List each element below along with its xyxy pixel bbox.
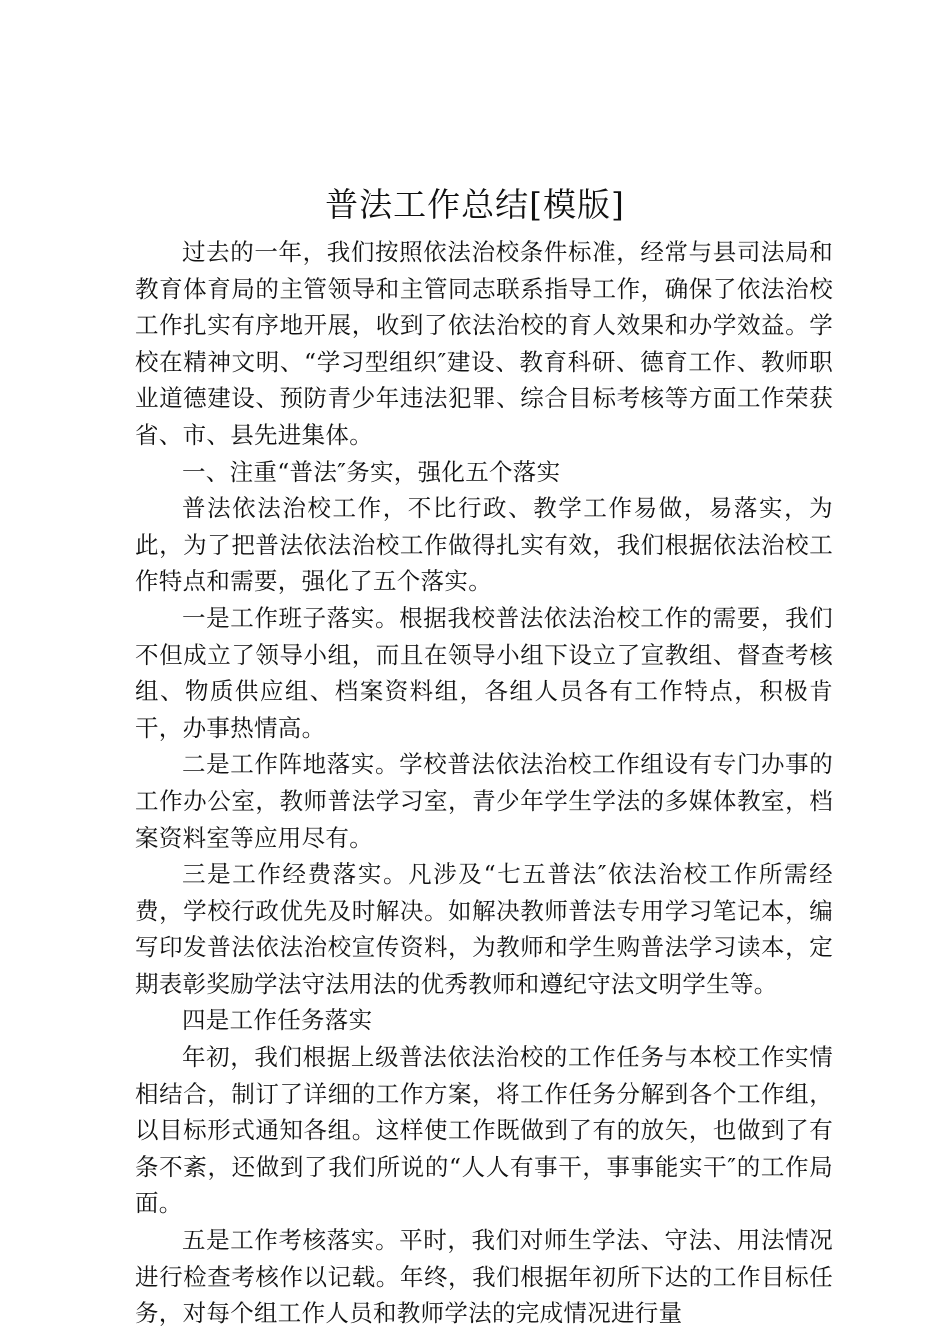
section-heading-1: 一、注重“普法″务实，强化五个落实 <box>182 457 561 486</box>
document-body <box>135 234 833 1332</box>
paragraph: 五是工作考核落实。平时，我们对师生学法、守法、用法情况进行检查考核作以记载。年终，我们根据年初所下达的工作目标任务，对每个组工作人员和教师学法的完成情况进行量 <box>135 1226 833 1328</box>
paragraph: 普法依法治校工作，不比行政、教学工作易做，易落实，为此，为了把普法依法治校工作做得扎实有效，我们根据依法治校工作特点和需要，强化了五个落实。 <box>135 494 833 596</box>
paragraph: 二是工作阵地落实。学校普法依法治校工作组设有专门办事的工作办公室，教师普法学习室，青少年学生学法的多媒体教室，档案资料室等应用尽有。 <box>135 750 833 852</box>
paragraph: 四是工作任务落实 <box>182 1006 373 1035</box>
paragraph-intro: 过去的一年，我们按照依法治校条件标准，经常与县司法局和教育体育局的主管领导和主管同志联系指导工作，确保了依法治校工作扎实有序地开展，收到了依法治校的育人效果和办学效益。学校在精神文明、“学习型组织″建设、教育科研、德育工作、教师职业道德建设、预防青少年违法犯罪、综合目标考核等方面工作荣获省、市、县先进集体。 <box>135 238 833 449</box>
paragraph: 三是工作经费落实。凡涉及“七五普法″依法治校工作所需经费，学校行政优先及时解决。如解决教师普法专用学习笔记本，编写印发普法依法治校宣传资料，为教师和学生购普法学习读本，定期表彰奖励学法守法用法的优秀教师和遵纪守法文明学生等。 <box>135 860 833 998</box>
paragraph: 年初，我们根据上级普法依法治校的工作任务与本校工作实情相结合，制订了详细的工作方案，将工作任务分解到各个工作组，以目标形式通知各组。这样使工作既做到了有的放矢，也做到了有条不紊，还做到了我们所说的“人人有事干，事事能实干″的工作局面。 <box>135 1043 833 1218</box>
document-title: 普法工作总结[模版] <box>325 185 625 224</box>
paragraph: 一是工作班子落实。根据我校普法依法治校工作的需要，我们不但成立了领导小组，而且在领导小组下设立了宣教组、督查考核组、物质供应组、档案资料组，各组人员各有工作特点，积极肯干，办事热情高。 <box>135 603 833 742</box>
